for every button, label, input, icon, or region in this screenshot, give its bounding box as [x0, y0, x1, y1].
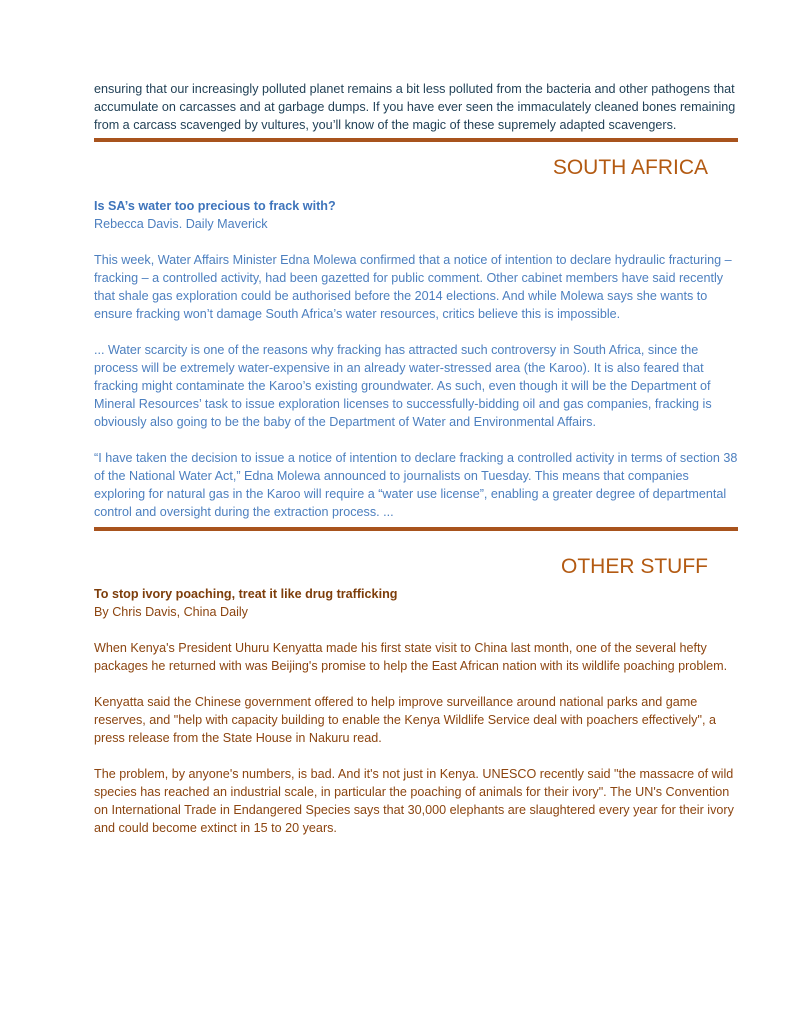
article-south-africa — [94, 197, 738, 521]
section-heading-other-stuff: OTHER STUFF — [561, 555, 708, 578]
article-title: To stop ivory poaching, treat it like drug trafficking — [94, 587, 398, 601]
article-other-stuff — [94, 585, 738, 837]
article-paragraph: ... Water scarcity is one of the reasons why fracking has attracted such controversy in South Africa, since the process will be extremely water-expensive in an already water-stressed area (the Karoo). It is also feared that fracking might contaminate the Karoo’s existing groundwater. As such, even though it will be the Department of Mineral Resources’ task to issue exploration licenses to successfully-bidding oil and gas companies, fracking is obviously also going to be the baby of the Department of Water and Environmental Affairs. — [94, 343, 712, 429]
section-heading-south-africa: SOUTH AFRICA — [552, 156, 708, 179]
intro-paragraph: ensuring that our increasingly polluted planet remains a bit less polluted from the bacteria and other pathogens that accumulate on carcasses and at garbage dumps. If you have ever seen the immaculately cleaned bones remaining from a carcass scavenged by vultures, you’ll know of the magic of these supremely adapted scavengers. — [94, 82, 736, 132]
article-paragraph: When Kenya's President Uhuru Kenyatta made his first state visit to China last month, one of the several hefty packages he returned with was Beijing's promise to help the East African nation with its wildlife poaching problem. — [94, 641, 728, 673]
article-paragraph: Kenyatta said the Chinese government offered to help improve surveillance around national parks and game reserves, and "help with capacity building to enable the Kenya Wildlife Service deal with poachers effectively", a press release from the State House in Nakuru read. — [94, 695, 716, 745]
article-paragraph: The problem, by anyone's numbers, is bad. And it's not just in Kenya. UNESCO recently said "the massacre of wild species has reached an industrial scale, in particular the poaching of animals for their ivory". The UN's Convention on International Trade in Endangered Species says that 30,000 elephants are slaughtered every year for their ivory and could become extinct in 15 to 20 years. — [94, 767, 734, 835]
newsletter-page — [94, 80, 738, 837]
article-byline: By Chris Davis, China Daily — [94, 605, 248, 619]
article-title: Is SA’s water too precious to frack with? — [94, 199, 336, 213]
article-byline: Rebecca Davis. Daily Maverick — [94, 217, 268, 231]
article-paragraph: This week, Water Affairs Minister Edna Molewa confirmed that a notice of intention to declare hydraulic fracturing – fracking – a controlled activity, had been gazetted for public comment. Other cabinet members have said recently that shale gas exploration could be authorised before the 2014 elections. And while Molewa says she wants to ensure fracking won’t damage South Africa’s water resources, critics believe this is impossible. — [94, 253, 732, 321]
article-paragraph: “I have taken the decision to issue a notice of intention to declare fracking a controlled activity in terms of section 38 of the National Water Act,” Edna Molewa announced to journalists on Tuesday. This means that companies exploring for natural gas in the Karoo will require a “water use license”, enabling a greater degree of departmental control and oversight during the extraction process. ... — [94, 451, 738, 519]
